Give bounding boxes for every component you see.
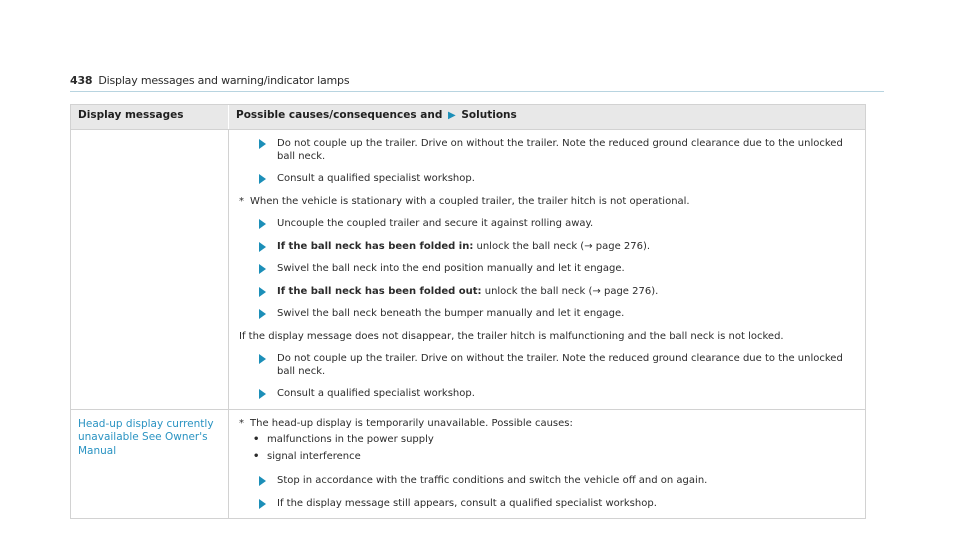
solutions-cell [229, 130, 865, 409]
note: * The head-up display is temporarily unavailable. Possible causes: [239, 417, 573, 429]
page-reference[interactable]: unlock the ball neck (→ page 276). [481, 285, 659, 297]
step-arrow-icon [259, 309, 266, 319]
message-cell [71, 130, 229, 409]
step-arrow-icon [259, 219, 266, 229]
solution-step: Uncouple the coupled trailer and secure it against rolling away. [259, 218, 858, 231]
col-header-causes-label: Possible causes/consequences and [236, 109, 443, 121]
list-item: • signal interference [253, 450, 361, 462]
page-header [70, 74, 349, 87]
arrow-right-icon: ▶ [448, 110, 456, 121]
list-item: • malfunctions in the power supply [253, 434, 434, 445]
solution-step: If the ball neck has been folded in: unlock the ball neck (→ page 276). [259, 241, 858, 254]
solution-step: Consult a qualified specialist workshop. [259, 173, 858, 186]
page-number: 438 [70, 74, 93, 87]
table-row [71, 409, 865, 519]
step-arrow-icon [259, 242, 266, 252]
solution-step: If the display message still appears, consult a qualified specialist workshop. [259, 498, 858, 511]
step-arrow-icon [259, 389, 266, 399]
bullet-icon: • [253, 450, 260, 462]
step-arrow-icon [259, 174, 266, 184]
solutions-cell [229, 410, 865, 519]
message-cell [71, 410, 229, 519]
solution-step: If the ball neck has been folded out: unlock the ball neck (→ page 276). [259, 286, 858, 299]
bullet-icon: • [253, 434, 260, 445]
step-arrow-icon [259, 499, 266, 509]
solution-step: Swivel the ball neck into the end position manually and let it engage. [259, 263, 858, 276]
paragraph: If the display message does not disappear, the trailer hitch is malfunctioning and the ball neck is not locked. [239, 330, 784, 342]
step-arrow-icon [259, 354, 266, 364]
page-title: Display messages and warning/indicator lamps [98, 74, 350, 87]
col-header-solutions-label: Solutions [461, 109, 517, 121]
solution-step: Do not couple up the trailer. Drive on without the trailer. Note the reduced ground clearance due to the unlocked ball neck. [259, 353, 858, 378]
display-messages-table [70, 104, 866, 519]
step-arrow-icon [259, 139, 266, 149]
header-divider [70, 91, 884, 92]
step-arrow-icon [259, 264, 266, 274]
note: * When the vehicle is stationary with a coupled trailer, the trailer hitch is not operational. [239, 195, 690, 207]
table-row [71, 129, 865, 409]
col-header-causes-solutions [229, 105, 865, 129]
page-reference[interactable]: unlock the ball neck (→ page 276). [473, 240, 651, 252]
solution-step: Swivel the ball neck beneath the bumper manually and let it engage. [259, 308, 858, 321]
step-arrow-icon [259, 476, 266, 486]
col-header-display-messages: Display messages [71, 105, 229, 129]
display-message-name: Head-up display currently unavailable See Owner's Manual [78, 417, 214, 457]
solution-step: Consult a qualified specialist workshop. [259, 388, 858, 401]
solution-step: Stop in accordance with the traffic conditions and switch the vehicle off and on again. [259, 475, 858, 488]
solution-step: Do not couple up the trailer. Drive on without the trailer. Note the reduced ground clearance due to the unlocked ball neck. [259, 138, 858, 163]
table-header [71, 105, 865, 129]
step-arrow-icon [259, 287, 266, 297]
